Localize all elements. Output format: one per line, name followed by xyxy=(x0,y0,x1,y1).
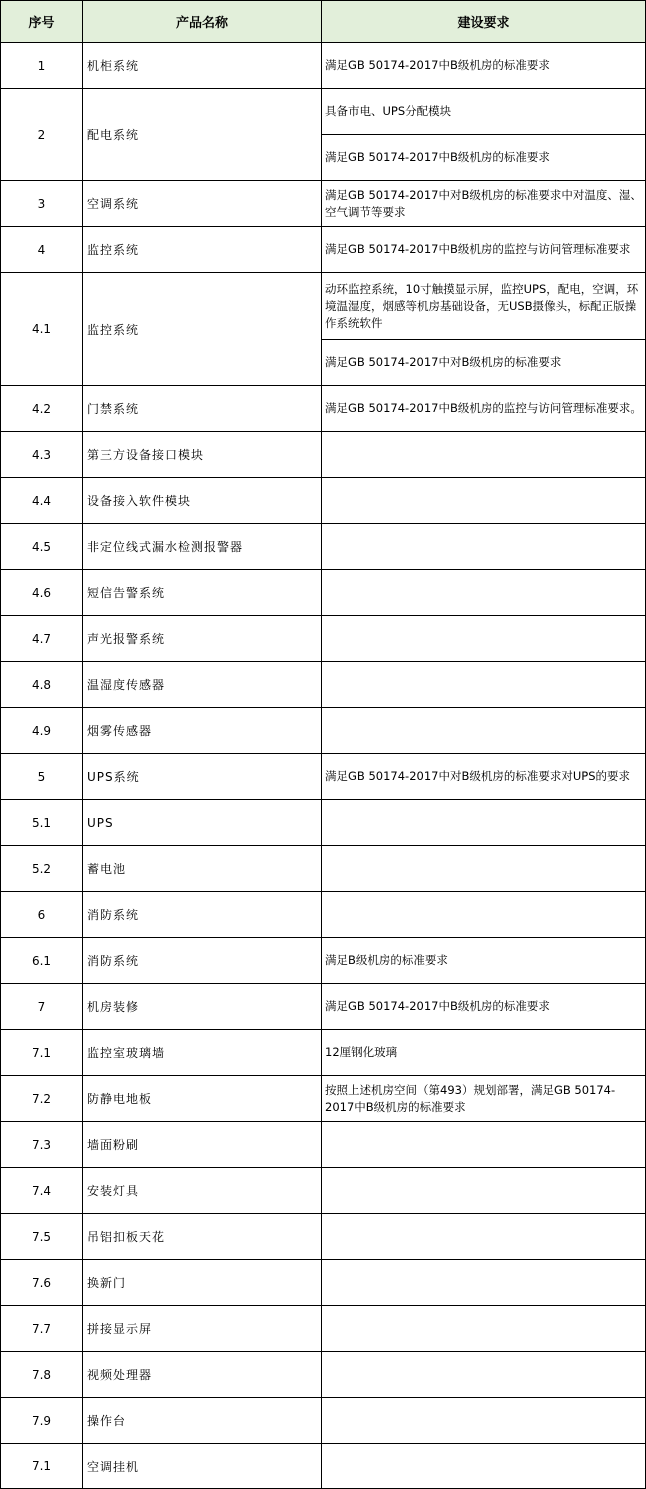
row-name: UPS xyxy=(83,800,322,846)
row-name: 声光报警系统 xyxy=(83,616,322,662)
row-seq: 4.4 xyxy=(1,478,83,524)
table-row xyxy=(1,432,646,478)
table-row xyxy=(1,616,646,662)
table-row xyxy=(1,227,646,273)
row-name: 拼接显示屏 xyxy=(83,1306,322,1352)
row-req xyxy=(322,800,646,846)
row-name: 空调系统 xyxy=(83,181,322,227)
table-row xyxy=(1,754,646,800)
row-req xyxy=(322,1214,646,1260)
row-name: 配电系统 xyxy=(83,89,322,181)
table-row xyxy=(1,1444,646,1489)
row-seq: 7.4 xyxy=(1,1168,83,1214)
table-row xyxy=(1,273,646,340)
table-row xyxy=(1,1168,646,1214)
row-name: 空调挂机 xyxy=(83,1444,322,1489)
row-name: 烟雾传感器 xyxy=(83,708,322,754)
row-req: 满足GB 50174-2017中B级机房的监控与访问管理标准要求 xyxy=(322,227,646,273)
row-req: 满足GB 50174-2017中B级机房的标准要求 xyxy=(322,984,646,1030)
row-seq: 4.1 xyxy=(1,273,83,386)
row-seq: 7.7 xyxy=(1,1306,83,1352)
table-row xyxy=(1,570,646,616)
row-seq: 1 xyxy=(1,43,83,89)
row-seq: 4.8 xyxy=(1,662,83,708)
row-seq: 7.6 xyxy=(1,1260,83,1306)
row-req xyxy=(322,570,646,616)
header-name: 产品名称 xyxy=(83,1,322,43)
row-req-secondary: 满足GB 50174-2017中B级机房的标准要求 xyxy=(322,135,646,181)
row-name: 温湿度传感器 xyxy=(83,662,322,708)
row-name: 墙面粉刷 xyxy=(83,1122,322,1168)
row-req: 动环监控系统，10寸触摸显示屏，监控UPS，配电，空调，环境温湿度，烟感等机房基础设备，无USB摄像头，标配正版操作系统软件 xyxy=(322,273,646,340)
row-req xyxy=(322,616,646,662)
row-req: 满足GB 50174-2017中B级机房的监控与访问管理标准要求。 xyxy=(322,386,646,432)
row-req xyxy=(322,1122,646,1168)
row-name: 换新门 xyxy=(83,1260,322,1306)
table-row xyxy=(1,524,646,570)
table-row xyxy=(1,1260,646,1306)
row-seq: 6 xyxy=(1,892,83,938)
table-row xyxy=(1,800,646,846)
row-name: 消防系统 xyxy=(83,892,322,938)
row-seq: 2 xyxy=(1,89,83,181)
row-name: 机房装修 xyxy=(83,984,322,1030)
row-seq: 4.5 xyxy=(1,524,83,570)
row-name: 设备接入软件模块 xyxy=(83,478,322,524)
row-seq: 7.2 xyxy=(1,1076,83,1122)
row-name: UPS系统 xyxy=(83,754,322,800)
table-row xyxy=(1,43,646,89)
row-req xyxy=(322,662,646,708)
table-row xyxy=(1,181,646,227)
header-seq: 序号 xyxy=(1,1,83,43)
row-seq: 7.1 xyxy=(1,1030,83,1076)
row-name: 监控系统 xyxy=(83,227,322,273)
row-req xyxy=(322,708,646,754)
row-name: 非定位线式漏水检测报警器 xyxy=(83,524,322,570)
row-seq: 4.6 xyxy=(1,570,83,616)
row-seq: 4.3 xyxy=(1,432,83,478)
row-seq: 5 xyxy=(1,754,83,800)
row-name: 监控室玻璃墙 xyxy=(83,1030,322,1076)
row-seq: 4.9 xyxy=(1,708,83,754)
row-seq: 7.9 xyxy=(1,1398,83,1444)
table-row xyxy=(1,984,646,1030)
row-seq: 6.1 xyxy=(1,938,83,984)
row-name: 吊铝扣板天花 xyxy=(83,1214,322,1260)
row-name: 蓄电池 xyxy=(83,846,322,892)
table-row xyxy=(1,1214,646,1260)
table-row xyxy=(1,1122,646,1168)
row-req: 具备市电、UPS分配模块 xyxy=(322,89,646,135)
row-seq: 7.1 xyxy=(1,1444,83,1489)
row-req: 满足GB 50174-2017中对B级机房的标准要求中对温度、湿、空气调节等要求 xyxy=(322,181,646,227)
row-seq: 4 xyxy=(1,227,83,273)
table-row xyxy=(1,1306,646,1352)
row-name: 操作台 xyxy=(83,1398,322,1444)
row-req xyxy=(322,432,646,478)
row-seq: 7.3 xyxy=(1,1122,83,1168)
row-req xyxy=(322,524,646,570)
row-req-secondary: 满足GB 50174-2017中对B级机房的标准要求 xyxy=(322,340,646,386)
row-seq: 5.1 xyxy=(1,800,83,846)
row-req xyxy=(322,846,646,892)
row-req xyxy=(322,1306,646,1352)
row-name: 监控系统 xyxy=(83,273,322,386)
row-name: 安装灯具 xyxy=(83,1168,322,1214)
row-req xyxy=(322,478,646,524)
row-name: 消防系统 xyxy=(83,938,322,984)
row-req xyxy=(322,892,646,938)
table-row xyxy=(1,1398,646,1444)
table-row xyxy=(1,1352,646,1398)
row-seq: 5.2 xyxy=(1,846,83,892)
row-seq: 7.5 xyxy=(1,1214,83,1260)
row-name: 防静电地板 xyxy=(83,1076,322,1122)
row-req xyxy=(322,1168,646,1214)
row-req xyxy=(322,1352,646,1398)
row-req xyxy=(322,1444,646,1489)
row-seq: 7 xyxy=(1,984,83,1030)
row-req xyxy=(322,1398,646,1444)
table-row xyxy=(1,478,646,524)
row-seq: 4.2 xyxy=(1,386,83,432)
row-name: 门禁系统 xyxy=(83,386,322,432)
table-row xyxy=(1,1030,646,1076)
table-row xyxy=(1,1076,646,1122)
row-name: 机柜系统 xyxy=(83,43,322,89)
row-name: 视频处理器 xyxy=(83,1352,322,1398)
table-row xyxy=(1,708,646,754)
table-row xyxy=(1,846,646,892)
row-seq: 4.7 xyxy=(1,616,83,662)
row-req: 满足B级机房的标准要求 xyxy=(322,938,646,984)
row-req xyxy=(322,1260,646,1306)
table-row xyxy=(1,386,646,432)
row-seq: 7.8 xyxy=(1,1352,83,1398)
row-req: 满足GB 50174-2017中B级机房的标准要求 xyxy=(322,43,646,89)
row-req: 12厘钢化玻璃 xyxy=(322,1030,646,1076)
row-seq: 3 xyxy=(1,181,83,227)
table-row xyxy=(1,938,646,984)
row-req: 满足GB 50174-2017中对B级机房的标准要求对UPS的要求 xyxy=(322,754,646,800)
row-name: 短信告警系统 xyxy=(83,570,322,616)
table-row xyxy=(1,662,646,708)
row-req: 按照上述机房空间（第493）规划部署，满足GB 50174-2017中B级机房的标准要求 xyxy=(322,1076,646,1122)
row-name: 第三方设备接口模块 xyxy=(83,432,322,478)
header-req: 建设要求 xyxy=(322,1,646,43)
table-row xyxy=(1,892,646,938)
table-row xyxy=(1,89,646,135)
header-row xyxy=(1,1,646,43)
